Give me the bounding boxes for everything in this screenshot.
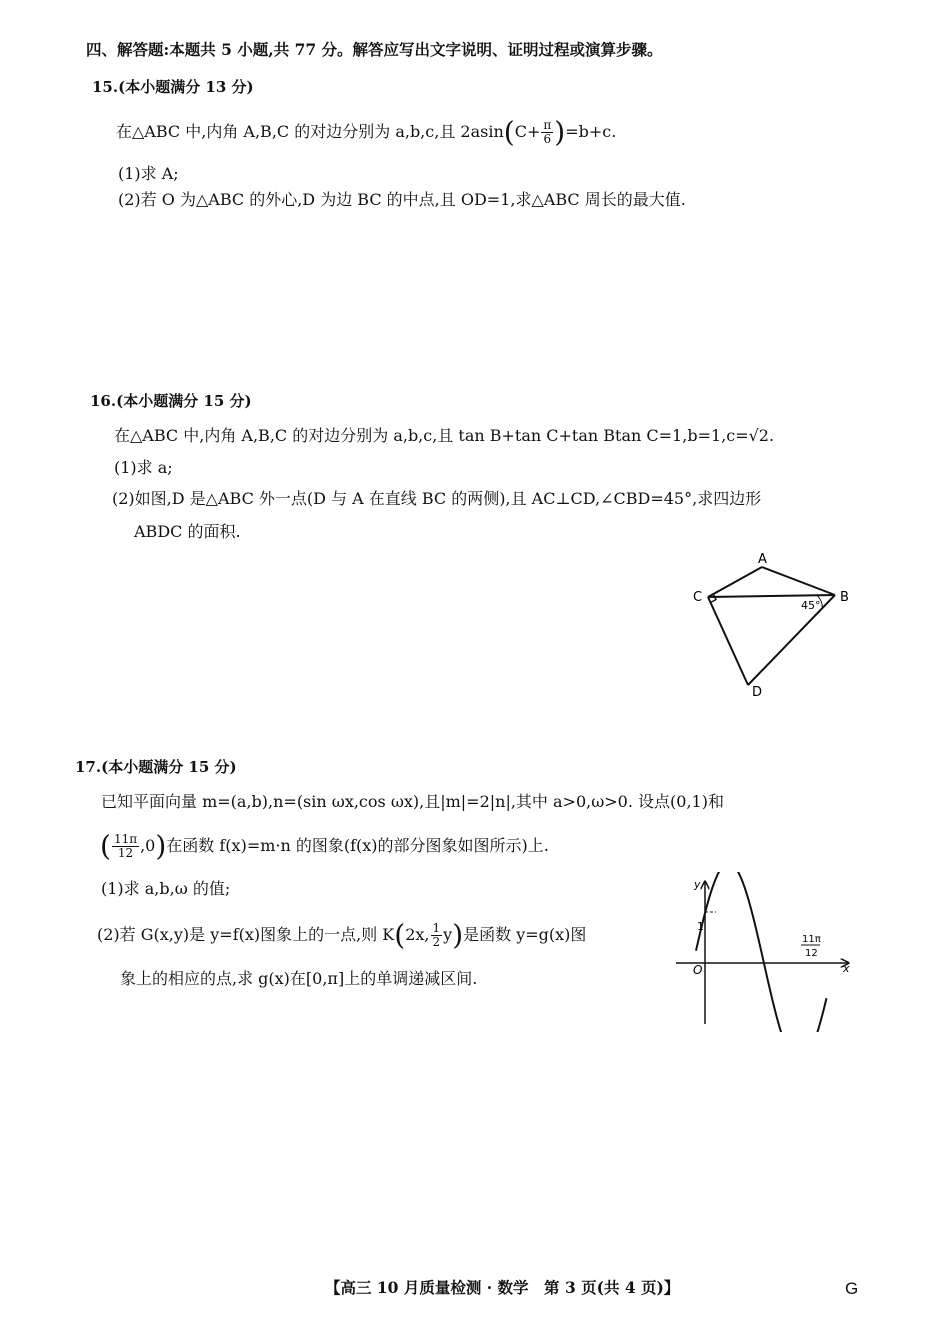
segment-ab bbox=[762, 567, 835, 595]
q15-frac-den: 6 bbox=[543, 132, 552, 146]
y-axis-label: y bbox=[694, 878, 701, 891]
q17-k-first: 2x, bbox=[405, 925, 430, 944]
q17-part2: (2)若 G(x,y)是 y=f(x)图象上的一点,则 K(2x, $\frac{1}{2}$ y)是函数 y=g(x)图 bbox=[97, 918, 587, 952]
q17-part1: (1)求 a,b,ω 的值; bbox=[101, 879, 231, 898]
q15-part2: (2)若 O 为△ABC 的外心,D 为边 BC 的中点,且 OD=1,求△ABC 周长的最大值. bbox=[118, 190, 686, 209]
corner-mark: G bbox=[845, 1279, 859, 1298]
q16-quadrilateral-figure bbox=[685, 545, 860, 705]
q17-point-fraction bbox=[112, 833, 139, 859]
segment-ca bbox=[708, 567, 762, 597]
label-a: A bbox=[758, 552, 767, 567]
q17-pt-tail: ,0 bbox=[140, 836, 156, 855]
q17-k-fraction bbox=[431, 922, 443, 948]
segment-bd bbox=[748, 595, 835, 685]
q17-k-num: 1 bbox=[432, 921, 441, 936]
q17-header: 17.(本小题满分 15 分) bbox=[75, 758, 237, 776]
q15-header: 15.(本小题满分 13 分) bbox=[92, 78, 254, 96]
q16-part2-line1: (2)如图,D 是△ABC 外一点(D 与 A 在直线 BC 的两侧),且 AC⊥CD,∠CBD=45°,求四边形 bbox=[112, 489, 762, 508]
label-d: D bbox=[752, 685, 763, 700]
q16-stem: 在△ABC 中,内角 A,B,C 的对边分别为 a,b,c,且 tan B+tan C+tan Btan C=1,b=1,c=√2. bbox=[114, 426, 775, 445]
q15-part1: (1)求 A; bbox=[118, 164, 179, 183]
q17-stem-line2-text: 在函数 f(x)=m·n 的图象(f(x)的部分图象如图所示)上. bbox=[166, 836, 549, 855]
label-c: C bbox=[693, 590, 703, 605]
q17-pt-num: 11π bbox=[113, 832, 138, 847]
q16-header: 16.(本小题满分 15 分) bbox=[90, 392, 252, 410]
q17-k-den: 2 bbox=[432, 935, 441, 949]
x-tick-num: 11π bbox=[802, 934, 821, 945]
q17-stem-line1: 已知平面向量 m=(a,b),n=(sin ωx,cos ωx),且|m|=2|n|,其中 a>0,ω>0. 设点(0,1)和 bbox=[101, 792, 724, 811]
segment-cd bbox=[708, 597, 748, 685]
section-heading: 四、解答题:本题共 5 小题,共 77 分。解答应写出文字说明、证明过程或演算步骤。 bbox=[86, 40, 663, 59]
q16-part1: (1)求 a; bbox=[114, 458, 173, 477]
y-one-label: 1 bbox=[697, 920, 704, 933]
q17-part2-pre: (2)若 G(x,y)是 y=f(x)图象上的一点,则 K bbox=[97, 925, 395, 944]
q17-k-last: y bbox=[443, 925, 453, 944]
q17-stem-line2: ( $\frac{11\pi}{12}$ ,0)在函数 f(x)=m·n 的图象(f(x)的部分图象如图所示)上. bbox=[100, 829, 549, 863]
q17-sine-graph bbox=[672, 872, 862, 1032]
x-axis-label: x bbox=[843, 962, 850, 975]
label-b: B bbox=[840, 590, 849, 605]
page-footer: 【高三 10 月质量检测 · 数学 第 3 页(共 4 页)】 bbox=[325, 1278, 680, 1297]
q15-stem-pre: 在△ABC 中,内角 A,B,C 的对边分别为 a,b,c,且 2asin bbox=[116, 122, 504, 141]
segment-cb bbox=[708, 595, 835, 597]
q15-frac-num: π bbox=[543, 118, 552, 133]
q17-pt-den: 12 bbox=[117, 846, 134, 860]
origin-label: O bbox=[693, 963, 703, 977]
label-angle-45: 45° bbox=[801, 599, 821, 612]
q15-stem-post: =b+c. bbox=[565, 122, 617, 141]
q15-stem-inner: C+ bbox=[514, 122, 541, 141]
q16-part2-line2: ABDC 的面积. bbox=[134, 522, 241, 541]
q15-fraction bbox=[541, 119, 553, 145]
x-tick-den: 12 bbox=[805, 948, 818, 959]
q15-stem: 在△ABC 中,内角 A,B,C 的对边分别为 a,b,c,且 2asin(C+ $\frac{\pi}{6}$ )=b+c. bbox=[116, 115, 617, 149]
q17-part2-line2: 象上的相应的点,求 g(x)在[0,π]上的单调递减区间. bbox=[120, 969, 478, 988]
q17-part2-post: 是函数 y=g(x)图 bbox=[463, 925, 587, 944]
